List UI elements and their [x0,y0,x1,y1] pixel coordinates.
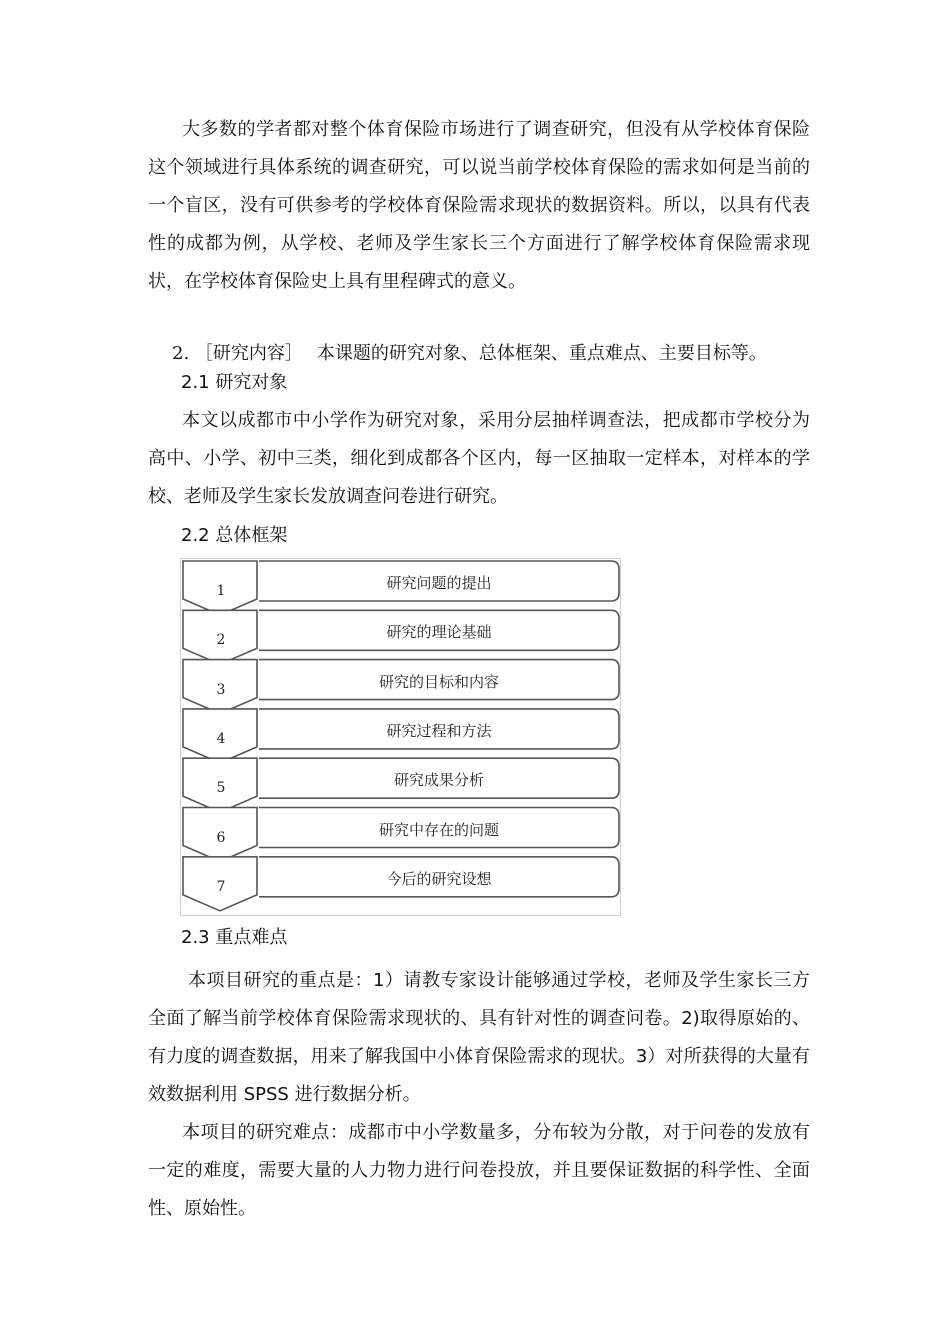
step-label-6: 研究中存在的问题 [378,820,499,839]
heading-2-2: 2.2 总体框架 [181,525,288,546]
section-2-title [172,342,767,366]
step-label-5: 研究成果分析 [393,771,484,790]
step-number-6: 6 [216,829,226,846]
step-label-4: 研究过程和方法 [386,721,492,740]
step-number-2: 2 [216,632,226,649]
section-2-description: 本课题的研究对象、总体框架、重点难点、主要目标等。 [316,343,767,364]
framework-diagram [180,558,621,916]
research-object-paragraph: 本文以成都市中小学作为研究对象，采用分层抽样调查法，把成都市学校分为高中、小学、初中三类，细化到成都各个区内，每一区抽取一定样本，对样本的学校、老师及学生家长发放调查问卷进行研究。 [148,410,810,507]
step-label-7: 今后的研究设想 [386,869,492,888]
step-number-3: 3 [216,681,226,698]
step-label-1: 研究问题的提出 [386,574,492,592]
difficulties-paragraph: 本项目的研究难点：成都市中小学数量多，分布较为分散，对于问卷的发放有一定的难度，需要大量的人力物力进行问卷投放，并且要保证数据的科学性、全面性、原始性。 [148,1122,810,1219]
step-number-5: 5 [216,780,226,797]
section-2-label: 2. ［研究内容］ [172,343,303,364]
step-label-3: 研究的目标和内容 [378,672,499,691]
step-number-7: 7 [216,878,226,895]
heading-2-3: 2.3 重点难点 [181,927,288,948]
step-label-2: 研究的理论基础 [386,623,492,642]
key-points-paragraph: 本项目研究的重点是：1）请教专家设计能够通过学校，老师及学生家长三方全面了解当前学校体育保险需求现状的、具有针对性的调查问卷。2)取得原始的、有力度的调查数据，用来了解我国中小体育保险需求的现状。3）对所获得的大量有效数据利用 SPSS 进行数据分析。 [148,970,810,1105]
step-number-4: 4 [216,730,226,747]
step-number-1: 1 [216,583,226,599]
heading-2-1: 2.1 研究对象 [181,372,288,393]
intro-paragraph: 大多数的学者都对整个体育保险市场进行了调查研究，但没有从学校体育保险这个领域进行具体系统的调查研究，可以说当前学校体育保险的需求如何是当前的一个盲区，没有可供参考的学校体育保险需求现状的数据资料。所以，以具有代表性的成都为例，从学校、老师及学生家长三个方面进行了解学校体育保险需求现状，在学校体育保险史上具有里程碑式的意义。 [148,119,810,292]
